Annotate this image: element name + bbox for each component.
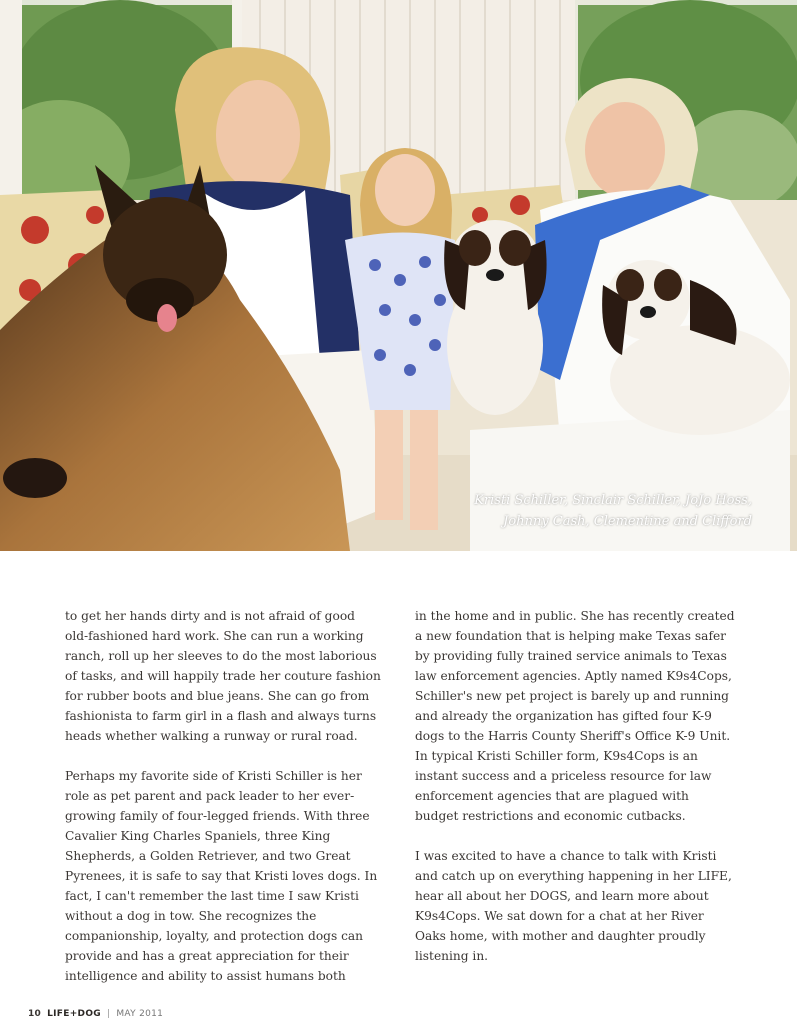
article-column-right — [415, 606, 735, 986]
article-column-left — [65, 606, 381, 1006]
page-number: 10 — [28, 1009, 42, 1019]
issue-date: MAY 2011 — [116, 1009, 164, 1019]
magazine-name: LIFE+DOG — [47, 1009, 101, 1019]
article-paragraph: in the home and in public. She has recently created a new foundation that is helping make Texas safer by providing fully trained service animals to Texas law enforcement agencies. Aptly named K9s4Cops, Schiller's new pet project is barely up and running and already the organization has gifted four K-9 dogs to the Harris County Sheriff's Office K-9 Unit. In typical Kristi Schiller form, K9s4Cops is an instant success and a priceless resource for law enforcement agencies that are plagued with budget restrictions and economic cutbacks. — [415, 609, 735, 823]
caption-line: Kristi Schiller, Sinclair Schiller, JoJo Hoss, — [474, 493, 752, 508]
photo-caption — [422, 490, 752, 532]
caption-line: Johnny Cash, Clementine and Clifford — [503, 514, 752, 529]
footer-separator: | — [106, 1009, 111, 1019]
article-paragraph: Perhaps my favorite side of Kristi Schiller is her role as pet parent and pack leader to her ever-growing family of four-legged friends. With three Cavalier King Charles Spaniels, three King Shepherds, a Golden Retriever, and two Great Pyrenees, it is safe to say that Kristi loves dogs. In fact, I can't remember the last time I saw Kristi without a dog in tow. She recognizes the companionship, loyalty, and protection dogs can provide and has a great appreciation for their intelligence and ability to assist humans both — [65, 769, 378, 983]
article-paragraph: I was excited to have a chance to talk with Kristi and catch up on everything happening in her LIFE, hear all about her DOGS, and learn more about K9s4Cops. We sat down for a chat at her River Oaks home, with mother and daughter proudly listening in. — [415, 849, 732, 963]
page-footer — [28, 1009, 163, 1019]
article-paragraph: to get her hands dirty and is not afraid of good old-fashioned hard work. She can run a working ranch, roll up her sleeves to do the most laborious of tasks, and will happily trade her couture fashion for rubber boots and blue jeans. She can go from fashionista to farm girl in a flash and always turns heads whether walking a runway or rural road. — [65, 609, 381, 743]
